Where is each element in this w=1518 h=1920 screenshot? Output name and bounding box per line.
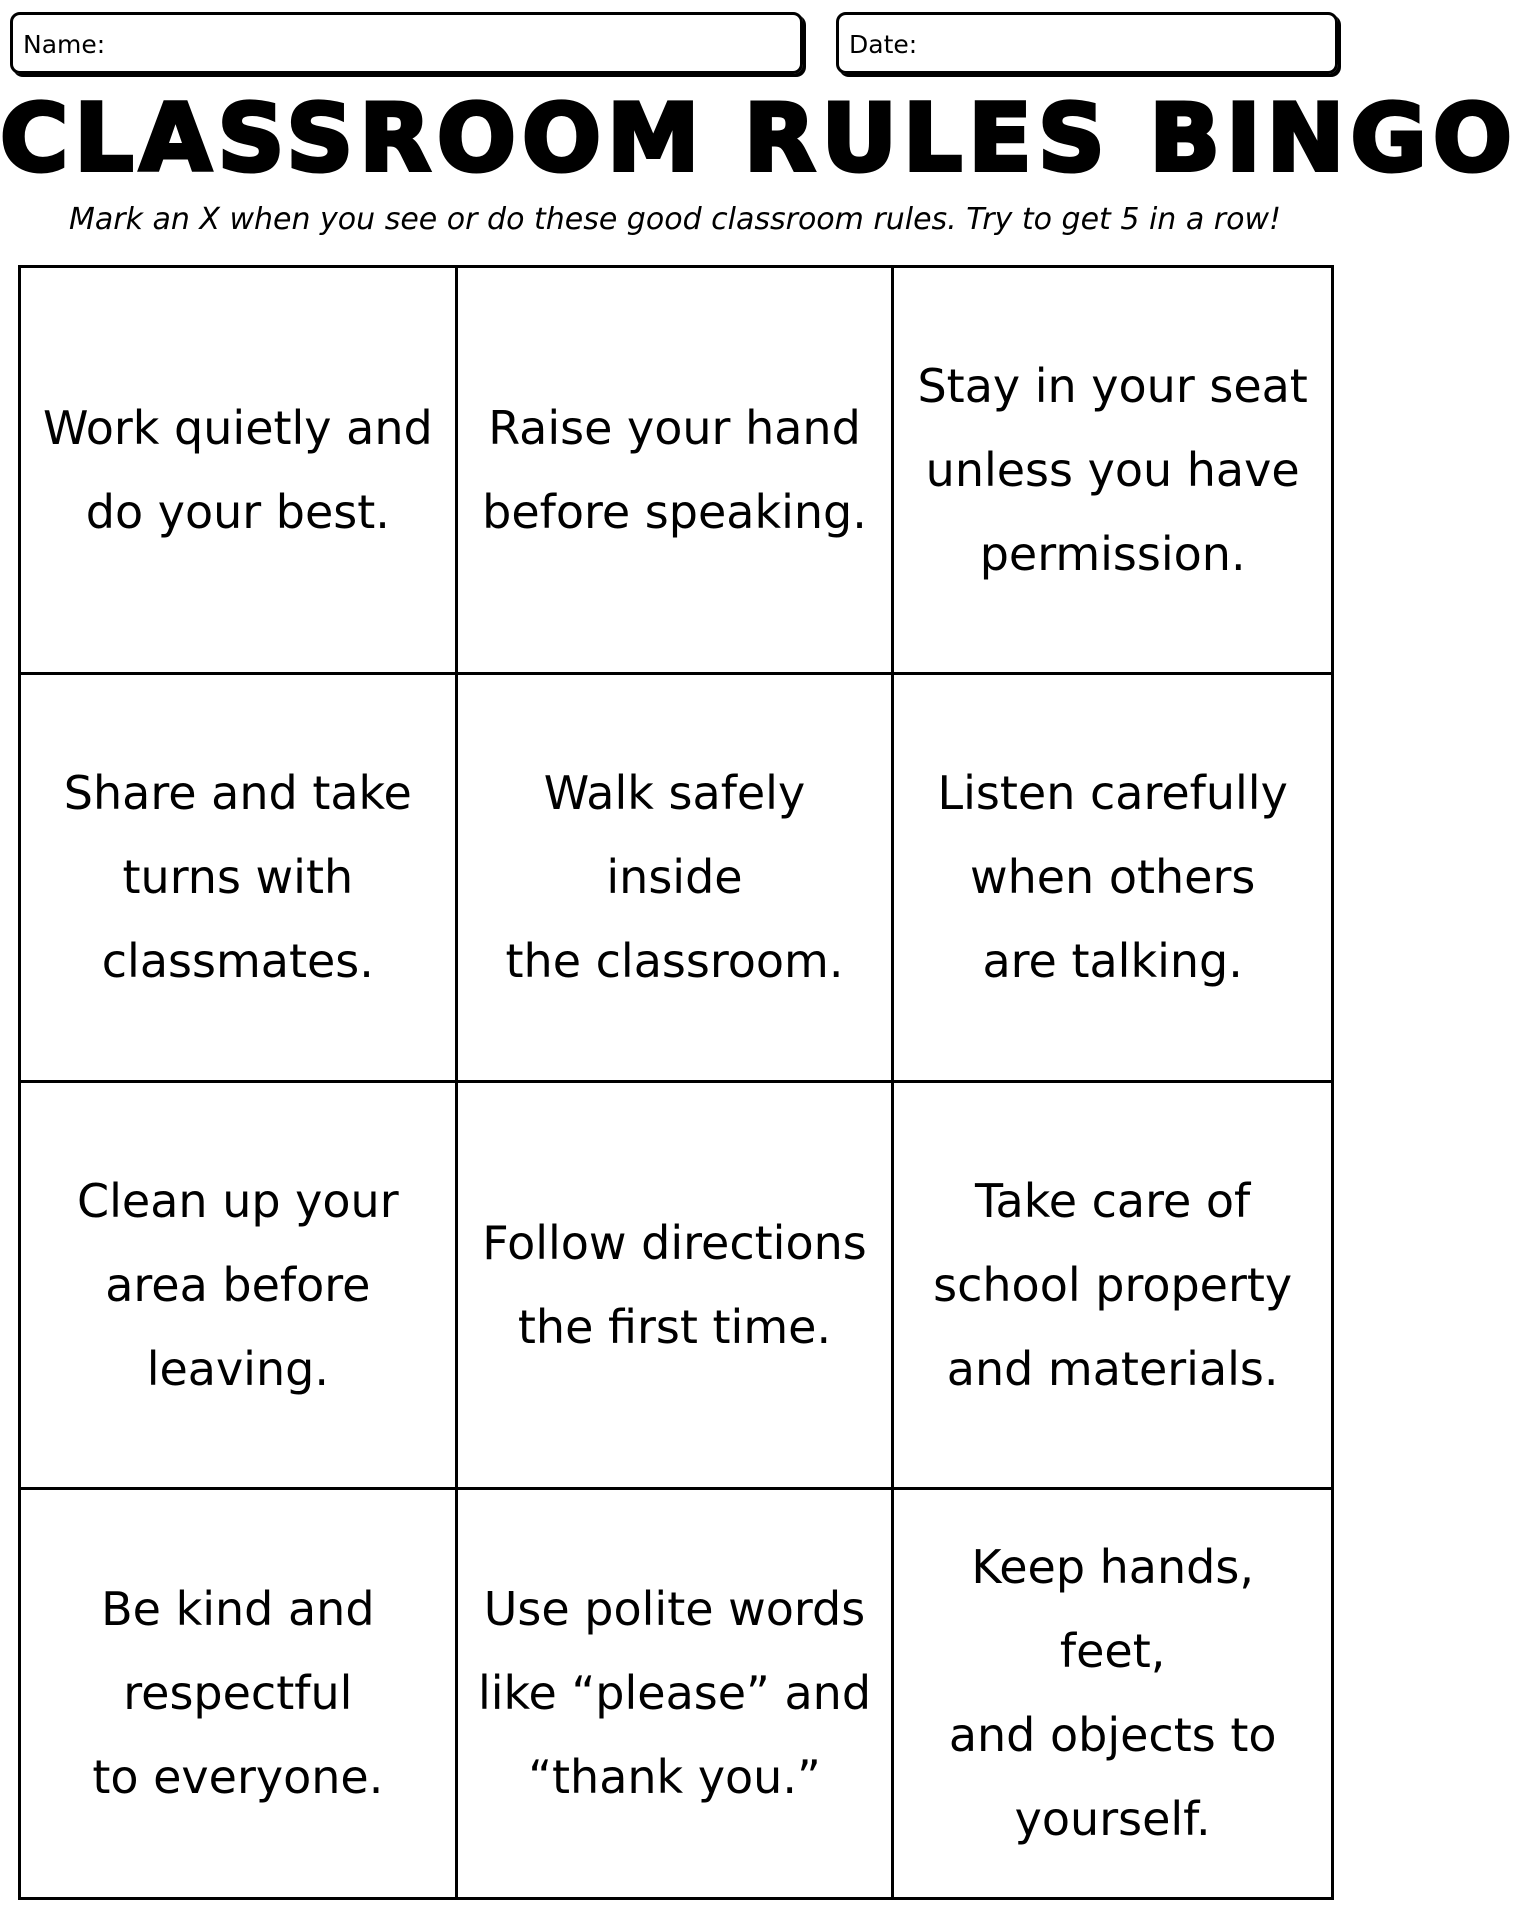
bingo-cell-text: Raise your hand before speaking.: [482, 401, 867, 540]
bingo-cell-text: Keep hands, feet, and objects to yourself.: [948, 1540, 1277, 1847]
bingo-cell-text: Clean up your area before leaving.: [77, 1173, 399, 1396]
bingo-cell[interactable]: [458, 1490, 895, 1897]
page-title: CLASSROOM RULES BINGO: [0, 84, 1518, 192]
date-field[interactable]: [836, 12, 1338, 74]
bingo-cell-text: Walk safely inside the classroom.: [505, 766, 844, 989]
bingo-cell-text: Be kind and respectful to everyone.: [92, 1582, 384, 1805]
bingo-cell[interactable]: [894, 268, 1331, 675]
bingo-grid: [18, 265, 1334, 1900]
bingo-cell-text: Work quietly and do your best.: [42, 401, 433, 540]
bingo-cell-text: Share and take turns with classmates.: [63, 766, 412, 989]
bingo-cell[interactable]: [21, 1490, 458, 1897]
bingo-cell[interactable]: [894, 1083, 1331, 1490]
bingo-cell[interactable]: [458, 675, 895, 1082]
bingo-cell[interactable]: [458, 1083, 895, 1490]
bingo-cell-text: Listen carefully when others are talking.: [937, 766, 1288, 989]
bingo-cell[interactable]: [21, 1083, 458, 1490]
bingo-cell-text: Take care of school property and materials.: [933, 1173, 1293, 1396]
name-label: Name:: [23, 30, 106, 59]
instructions-text: Mark an X when you see or do these good classroom rules. Try to get 5 in a row!: [68, 202, 1282, 237]
bingo-cell[interactable]: [21, 675, 458, 1082]
bingo-cell-text: Follow directions the first time.: [482, 1215, 867, 1354]
name-field[interactable]: [10, 12, 803, 74]
bingo-cell[interactable]: [894, 675, 1331, 1082]
date-label: Date:: [849, 30, 918, 59]
bingo-cell[interactable]: [894, 1490, 1331, 1897]
bingo-cell[interactable]: [21, 268, 458, 675]
bingo-cell-text: Stay in your seat unless you have permission.: [917, 359, 1308, 582]
bingo-cell-text: Use polite words like “please” and “thank you.”: [477, 1582, 872, 1805]
bingo-cell[interactable]: [458, 268, 895, 675]
